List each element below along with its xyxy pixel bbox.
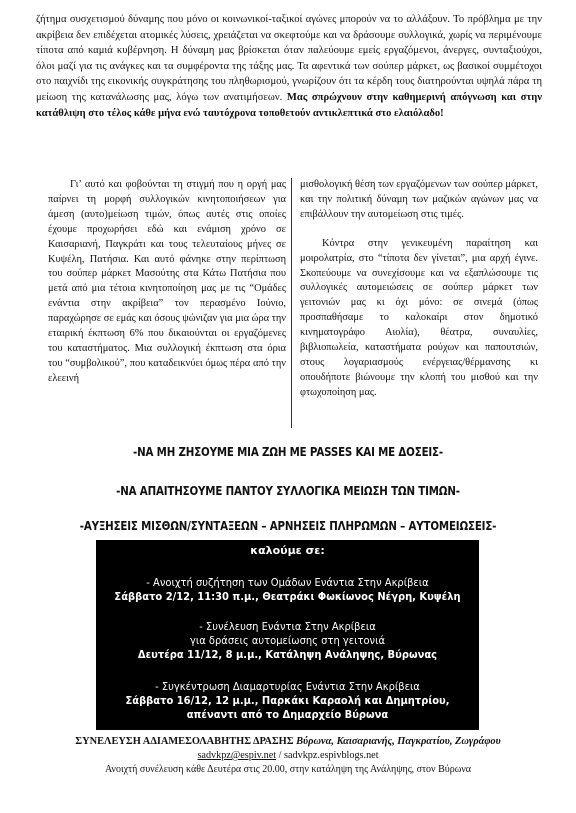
contact-separator: /: [276, 750, 285, 761]
organization-places: Βύρωνα, Καισαριανής, Παγκρατίου, Ζωγράφου: [293, 736, 501, 747]
intro-text: ζήτημα συσχετισμού δύναμης που μόνο οι κοινωνικοί-ταξικοί αγώνες μπορούν να το αλλάξουν. Το πρόβλημα με την ακρίβεια δεν επιδέχεται ατομικές λύσεις, χρειάζεται να σκεφτούμε και να δράσουμε συλλογικά, χωρίς να περιμένουμε τίποτα από καμιά κυβέρνηση. Η δύναμη μας βρίσκεται όταν παλεύουμε εμείς εργαζόμενοι, άνεργες, συνταξιούχοι, όλοι μαζί για τις ανάγκες και τα συμφέροντα της τάξης μας. Τα αφεντικά των σούπερ μάρκετ, ως βασικοί συμμέτοχοι στο παιχνίδι της εικονικής συγκράτησης του πληθωρισμού, γνωρίζουν ότι τα κέρδη τους διατηρούνται υψηλά πάρα τη μείωση της κατανάλωσης μας, λόγω των ανατιμήσεων.: [36, 14, 542, 103]
column-divider: [291, 178, 292, 428]
footer: [0, 735, 576, 777]
intro-paragraph: [36, 12, 542, 121]
slogan-passes: -ΝΑ ΜΗ ΖΗΣΟΥΜΕ ΜΙΑ ΖΩΗ ΜΕ PASSES ΚΑΙ ΜΕ ΔΟΣΕΙΣ-: [133, 444, 443, 459]
contact-line: [0, 749, 576, 763]
right-paragraph: Κόντρα στην γενικευμένη παραίτηση και μοιρολατρία, στο “τίποτα δεν γίνεται”, μια αρχή έγινε. Σκοπεύουμε να συνεχίσουμε και να εξαπλώσουμε τις συλλογικές αυτομειώσεις σε σούπερ μάρκετ των γειτονιών μας κι όχι μόνο: σε σινεμά (όπως προσπαθήσαμε το καλοκαίρι στον δημοτικό κινηματογράφο Αιολία), θέατρα, συναυλίες, βιβλιοπωλεία, καταστήματα ρούχων και παπουτσιών, στους λογαριασμούς ενέργειας/θέρμανσης κι οπουδήποτε βιώνουμε την κλοπή του μισθού και την φτωχοποίηση μας.: [300, 237, 538, 398]
event-details: Σάββατο 16/12, 12 μ.μ., Παρκάκι Καραολή και Δημητρίου,: [125, 694, 450, 707]
event-description: - Ανοιχτή συζήτηση των Ομάδων Ενάντια Στην Ακρίβεια: [146, 576, 429, 589]
left-column: [48, 178, 286, 387]
right-paragraph-continuation: μισθολογική θέση των εργαζόμενων των σούπερ μάρκετ, και την πολιτική δύναμη των μαζικών αγώνων μας να επιβάλλουν την αυτομείωση στις τιμές.: [300, 179, 538, 220]
event-discussion: [96, 576, 479, 604]
organization-name: [0, 735, 576, 749]
right-column: [300, 178, 538, 401]
event-details: Δευτέρα 11/12, 8 μ.μ., Κατάληψη Ανάληψης, Βύρωνας: [137, 648, 438, 661]
slogan-wages: -ΑΥΞΗΣΕΙΣ ΜΙΣΘΩΝ/ΣΥΝΤΑΞΕΩΝ – ΑΡΝΗΣΕΙΣ ΠΛΗΡΩΜΩΝ – ΑΥΤΟΜΕΙΩΣΕΙΣ-: [79, 518, 497, 533]
event-assembly: [96, 620, 479, 662]
event-protest: [96, 680, 479, 722]
slogan-price-reduction: -ΝΑ ΑΠΑΙΤΗΣΟΥΜΕ ΠΑΝΤΟΥ ΣΥΛΛΟΓΙΚΑ ΜΕΙΩΣΗ ΤΩΝ ΤΙΜΩΝ-: [116, 483, 460, 498]
two-column-body: [48, 178, 542, 434]
email-link[interactable]: sadvkpz@espiv.net: [197, 750, 277, 761]
meeting-info: Ανοιχτή συνέλευση κάθε Δευτέρα στις 20.00, στην κατάληψη της Ανάληψης, στον Βύρωνα: [104, 764, 472, 775]
event-description: - Συνέλευση Ενάντια Στην Ακρίβεια: [199, 620, 376, 633]
organization-title: ΣΥΝΕΛΕΥΣΗ ΑΔΙΑΜΕΣΟΛΑΒΗΤΗΣ ΔΡΑΣΗΣ: [75, 736, 294, 747]
event-details: Σάββατο 2/12, 11:30 π.μ., Θεατράκι Φωκίωνος Νέγρη, Κυψέλη: [114, 590, 461, 603]
event-details-2: απέναντι από το Δημαρχείο Βύρωνα: [186, 708, 389, 721]
intro-bold-text: Μας σπρώχνουν στην καθημερινή απόγνωση και στην κατάθλιψη στο τέλος κάθε μήνα ενώ ταυτόχρονα τοποθετούν αντικλεπτικά στο ελαιόλαδο!: [36, 91, 542, 119]
invitation-box: [96, 540, 479, 730]
left-paragraph: Γι’ αυτό και φοβούνται τη στιγμή που η οργή μας παίρνει τη μορφή συλλογικών κινητοποιήσεων για άμεση (αυτο)μείωση τιμών, όπως αυτές στις οποίες έχουμε προχωρήσει εδώ και ενάμιση χρόνο σε Καισαριανή, Παγκράτι και τους τελευταίους μήνες σε Κυψέλη, Πατήσια. Και αυτό φάνηκε στην περίπτωση του σούπερ μάρκετ Μασούτης στα Κάτω Πατήσια που μετά από μια τέτοια κινητοποίηση μας με τις “Ομάδες ενάντια στην ακρίβεια” τον περασμένο Ιούνιο, παραχώρησε σε εμάς και όσους ψώνιζαν για μια ώρα την εταιρική έκπτωση 6% που δικαιούνται οι εργαζόμενες του καταστήματος. Μια συλλογική έκπτωση στα όρια του “συμβολικού”, που καταδεικνύει όμως πέρα από την ελεεινή: [48, 179, 286, 384]
blog-address[interactable]: sadvkpz.espivblogs.net: [284, 750, 379, 761]
event-description: - Συγκέντρωση Διαμαρτυρίας Ενάντια Στην Ακρίβεια: [155, 680, 420, 693]
invitation-title: καλούμε σε:: [250, 544, 325, 557]
event-description-2: για δράσεις αυτομείωσης στη γειτονιά: [189, 634, 386, 647]
